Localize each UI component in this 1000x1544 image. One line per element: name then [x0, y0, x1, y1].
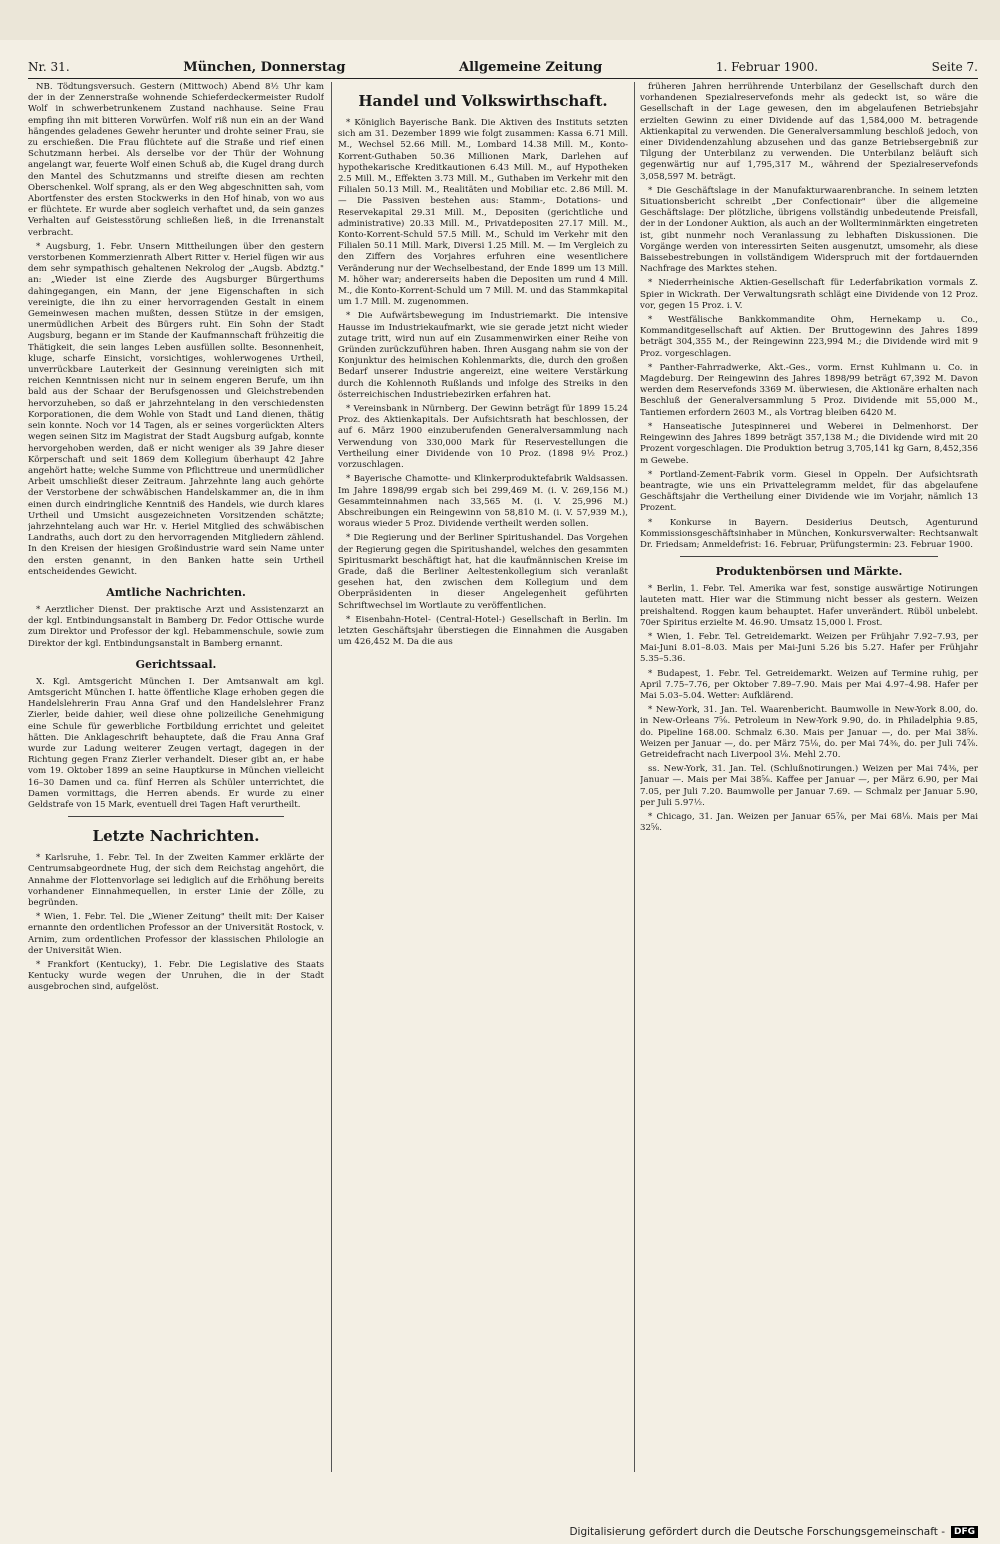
section-heading: Produktenbörsen und Märkte.	[715, 565, 903, 579]
article-paragraph: * Berlin, 1. Febr. Tel. Amerika war fest, sonstige auswärtige Notirungen lauteten matt. Hier war die Stimmung nicht besser als gestern. Weizen preishaltend. Roggen kaum behauptet. Hafer unverändert. Rüböl unbelebt. 70er Spiritus erzielte M. 46.90. Umsatz 15,000 l. Frost.	[640, 584, 978, 628]
article-paragraph: * Frankfort (Kentucky), 1. Febr. Die Legislative des Staats Kentucky wurde wegen der Unruhen, die in der Stadt ausgebrochen sind, aufgelöst.	[28, 960, 324, 993]
paper-title: Allgemeine Zeitung	[459, 59, 603, 75]
article-paragraph: * Wien, 1. Febr. Tel. Die „Wiener Zeitung" theilt mit: Der Kaiser ernannte den ordentlichen Professor an der Universität Rostock, v. Arnim, zum ordentlichen Professor der klassischen Philologie an der Universität Wien.	[28, 912, 324, 956]
article-paragraph: * Aerztlicher Dienst. Der praktische Arzt und Assistenzarzt an der kgl. Entbindungsanstalt in Bamberg Dr. Fedor Ottische wurde zum Direktor und Professor der kgl. Hebammenschule, sowie zum Direktor der kgl. Entbindungsanstalt in Bamberg ernannt.	[28, 604, 324, 649]
column-2	[338, 82, 628, 1472]
credit-text: Digitalisierung gefördert durch die Deutsche Forschungsgemeinschaft -	[569, 1526, 945, 1538]
article-paragraph: * Panther-Fahrradwerke, Akt.-Ges., vorm. Ernst Kuhlmann u. Co. in Magdeburg. Der Reingewinn des Jahres 1898/99 beträgt 67,392 M. Davon werden dem Reservefonds 3369 M. überwiesen, die Aktionäre erhalten nach Beschluß der Generalversammlung 5 Proz. Dividende mit 55,000 M., Tantiemen erfordern 2603 M., als Vortrag bleiben 6420 M.	[640, 362, 978, 418]
section-heading: Gerichtssaal.	[135, 657, 217, 671]
article-paragraph: * Eisenbahn-Hotel- (Central-Hotel-) Gesellschaft in Berlin. Im letzten Geschäftsjahr überstiegen die Einnahmen die Ausgaben um 426,452 M. Da die aus	[338, 614, 628, 648]
article-paragraph: * Chicago, 31. Jan. Weizen per Januar 65⅞, per Mai 68⅛. Mais per Mai 32⅝.	[640, 811, 978, 834]
article-paragraph: * Wien, 1. Febr. Tel. Getreidemarkt. Weizen per Frühjahr 7.92–7.93, per Mai-Juni 8.01–8.03. Mais per Mai-Juni 5.26 bis 5.27. Hafer per Frühjahr 5.35–5.36.	[640, 631, 978, 665]
article-paragraph: früheren Jahren herrührende Unterbilanz der Gesellschaft durch den vorhandenen Spezialreservefonds mehr als gedeckt ist, so wäre die Gesellschaft in der Lage gewesen, den im abgelaufenen Betriebsjahr erzielten Gewinn zu einer Dividende auf das 1,584,000 M. betragende Aktienkapital zu verwenden. Die Generalversammlung beschloß jedoch, von einer Dividendenzahlung abzusehen und das ganze Betriebsergebniß zur Tilgung der Unterbilanz zu verwenden. Die Unterbilanz beläuft sich gegenwärtig nur auf 1,795,317 M., während der Spezialreservefonds 3,058,597 M. beträgt.	[640, 82, 978, 182]
column-divider	[331, 82, 332, 1472]
section-heading: Letzte Nachrichten.	[92, 827, 260, 846]
article-paragraph: * Bayerische Chamotte- und Klinkerproduktefabrik Waldsassen. Im Jahre 1898/99 ergab sich bei 299,469 M. (i. V. 269,156 M.) Gesammteinnahmen nach 33,565 M. (i. V. 25,996 M.) Abschreibungen ein Reingewinn von 58,810 M. (i. V. 57,939 M.), woraus wieder 5 Proz. Dividende vertheilt werden sollen.	[338, 474, 628, 530]
section-heading: Amtliche Nachrichten.	[106, 585, 246, 599]
digitization-credit	[569, 1526, 978, 1538]
place-day: München, Donnerstag	[183, 59, 346, 75]
article-paragraph: * Karlsruhe, 1. Febr. Tel. In der Zweiten Kammer erklärte der Centrumsabgeordnete Hug, der sich dem Reichstag angehört, die Annahme der Flottenvorlage sei lediglich auf die Erhöhung bereits vorhandener Einnahmequellen, in erster Linie der Zölle, zu begründen.	[28, 853, 324, 908]
divider	[680, 556, 938, 557]
article-paragraph: * Hanseatische Jutespinnerei und Weberei in Delmenhorst. Der Reingewinn des Jahres 1899 beträgt 357,138 M.; die Dividende wird mit 20 Prozent vorgeschlagen. Die Produktion betrug 3,705,141 kg Garn, 8,452,356 m Gewebe.	[640, 421, 978, 466]
page-top-margin	[0, 0, 1000, 40]
page-header	[28, 56, 978, 79]
article-paragraph: * New-York, 31. Jan. Tel. Waarenbericht. Baumwolle in New-York 8.00, do. in New-Orleans 7⅝. Petroleum in New-York 9.90, do. in Philadelphia 9.85, do. Pipeline 168.00. Schmalz 6.30. Mais per Januar —, do. per Mai 38⅝. Weizen per Januar —, do. per März 75⅛, do. per Mai 74⅜, do. per Juli 74⅞. Getreidefracht nach Liverpool 3⅛. Mehl 2.70.	[640, 705, 978, 760]
column-1	[28, 82, 324, 1472]
article-paragraph: * Vereinsbank in Nürnberg. Der Gewinn beträgt für 1899 15.24 Proz. des Aktienkapitals. Der Aufsichtsrath hat beschlossen, der auf 6. März 1900 einzuberufenden Generalversammlung nach Verwendung von 330,000 Mark für Reservestellungen die Vertheilung einer Dividende von 10 Proz. (1898 9½ Proz.) vorzuschlagen.	[338, 404, 628, 471]
article-paragraph: * Budapest, 1. Febr. Tel. Getreidemarkt. Weizen auf Termine ruhig, per April 7.75–7.76, per Oktober 7.89–7.90. Mais per Mai 4.97–4.98. Hafer per Mai 5.03–5.04. Wetter: Aufklärend.	[640, 668, 978, 701]
article-paragraph: * Niederrheinische Aktien-Gesellschaft für Lederfabrikation vormals Z. Spier in Wickrath. Der Verwaltungsrath schlägt eine Dividende von 12 Proz. vor, gegen 15 Proz. i. V.	[640, 278, 978, 311]
column-divider	[634, 82, 635, 1472]
article-paragraph: * Die Aufwärtsbewegung im Industriemarkt. Die intensive Hausse im Industriekaufmarkt, wie sie gerade jetzt nicht wieder zutage tritt, wird nun auf ein Zusammenwirken einer Reihe von Gründen zurückzuführen haben. Ihren Ausgang nahm sie von der Konjunktur des heimischen Kohlenmarkts, die, durch den großen Bedarf unserer Industrie angereizt, eine weitere Verstärkung durch die Kohlennoth Rußlands und infolge des Streiks in den österreichischen Industriebezirken erfahren hat.	[338, 311, 628, 400]
article-paragraph: * Portland-Zement-Fabrik vorm. Giesel in Oppeln. Der Aufsichtsrath beantragte, wie uns ein Privattelegramm meldet, für das abgelaufene Geschäftsjahr die Vertheilung einer Dividende wie im Vorjahr, nämlich 13 Prozent.	[640, 469, 978, 514]
article-paragraph: * Augsburg, 1. Febr. Unsern Mittheilungen über den gestern verstorbenen Kommerzienrath Albert Ritter v. Heriel fügen wir aus dem sehr sympathisch gehaltenen Nekrolog der „Augsb. Abdztg." an: „Wieder ist eine Zierde des Augsburger Bürgerthums dahingegangen, ein Mann, der jene Eigenschaften in sich vereinigte, die ihn zu einer hervorragenden Gestalt in einem Gemeinwesen machen mußten, dessen Stütze in der emsigen, unermüdlichen Arbeit des Bürgers ruht. Ein Sohn der Stadt Augsburg, begann er im Stande der Kaufmannschaft frühzeitig die Thätigkeit, die sein langes Leben ausfüllen sollte. Besonnenheit, kluge, scharfe Einsicht, vorsichtiges, wohlerwogenes Urtheil, unverrückbare Lauterkeit der Gesinnung vereinigten sich mit reichen Kenntnissen nicht nur in seinem engeren Berufe, um ihn bald aus der Schaar der Berufsgenossen und Gleichstrebenden hervorzuheben, so daß er jahrzehntelang in den verschiedensten Korporationen, die dem Wohle von Stadt und Land dienen, thätig sein konnte. Noch vor 14 Tagen, als er seines vorgerückten Alters wegen seinen Sitz im Magistrat der Stadt Augsburg aufgab, konnte hervorgehoben werden, daß er nicht weniger als 39 Jahre dieser Körperschaft und seit 1869 dem Kollegium überhaupt 42 Jahre angehört hatte; welche Summe von Pflichttreue und unermüdlicher Arbeit umschließt dieser Zeitraum. Jahrzehnte lang auch gehörte der Verstorbene der schwäbischen Handelskammer an, die in ihm einen durch eindringliche Kenntniß des Handels, wie durch klares Urtheil und Umsicht ausgezeichneten Vorsitzenden schätzte; jahrzehntelang auch war Hr. v. Heriel Mitglied des schwäbischen Landraths, auch dort zu den hervorragenden Mitgliedern zählend. In den Kreisen der hiesigen Großindustrie ward sein Name unter den ersten genannt, in den Banken hatte sein Urtheil entscheidendes Gewicht.	[28, 241, 324, 577]
issue-number: Nr. 31.	[28, 60, 70, 74]
article-paragraph: * Die Regierung und der Berliner Spiritushandel. Das Vorgehen der Regierung gegen die Spiritushandel, welches den gesammten Spiritusmarkt beschäftigt hat, hat die kaufmännischen Kreise im Grade, daß die Berliner Aeltestenkollegium sich veranlaßt gesehen hat, den zwischen dem Kollegium und dem Oberpräsidenten in dieser Angelegenheit geführten Schriftwechsel im Wortlaute zu veröffentlichen.	[338, 533, 628, 611]
article-paragraph: * Konkurse in Bayern. Desiderius Deutsch, Agenturund Kommissionsgeschäftsinhaber in München, Konkursverwalter: Rechtsanwalt Dr. Friedsam; Anmeldefrist: 16. Februar, Prüfungstermin: 23. Februar 1900.	[640, 517, 978, 550]
article-paragraph: X. Kgl. Amtsgericht München I. Der Amtsanwalt am kgl. Amtsgericht München I. hatte öffentliche Klage erhoben gegen die Handelslehrerin Frau Anna Graf und den Handelslehrer Franz Zierler, beide dahier, weil diese ohne polizeiliche Genehmigung eine Schule für gewerbliche Fortbildung errichtet und geleitet hätten. Die Anklageschrift behauptete, daß die Frau Anna Graf wurde zur Ladung weiterer Zeugen vertagt, dagegen in der Richtung gegen Franz Zierler verhandelt. Dieser gibt an, er habe vom 19. Oktober 1899 an seine Hauptkurse in München vielleicht 16–30 Damen und ca. fünf Herren als Schüler unterrichtet, die Damen vormittags, die Herren abends. Er wurde zu einer Geldstrafe von 15 Mark, eventuell drei Tagen Haft verurtheilt.	[28, 676, 324, 810]
article-paragraph: * Die Geschäftslage in der Manufakturwaarenbranche. In seinem letzten Situationsbericht schreibt „Der Confectionair" über die allgemeine Geschäftslage: Der plötzliche, übrigens vollständig unbedeutende Preisfall, der in der Londoner Auktion, als auch an der Wollterminmärkten eingetreten ist, gibt nunmehr noch Veranlassung zu lebhaften Diskussionen. Die Vorgänge werden von interessirten Seiten ausgenutzt, umsomehr, als diese Baissebestrebungen in vollständigem Widerspruch mit der fortdauernden Nachfrage des Marktes stehen.	[640, 185, 978, 275]
page-number: Seite 7.	[931, 60, 978, 74]
column-3	[640, 82, 978, 1472]
article-paragraph: * Westfälische Bankkommandite Ohm, Hernekamp u. Co., Kommanditgesellschaft auf Aktien. Der Bruttogewinn des Jahres 1899 beträgt 304,355 M., der Reingewinn 223,994 M.; die Dividende wird mit 9 Proz. vorgeschlagen.	[640, 315, 978, 359]
article-paragraph: ss. New-York, 31. Jan. Tel. (Schlußnotirungen.) Weizen per Mai 74⅜, per Januar —. Mais per Mai 38⅝. Kaffee per Januar —, per März 6.90, per Mai 7.05, per Juli 7.20. Baumwolle per Januar 7.69. — Schmalz per Januar 5.90, per Juli 5.97½.	[640, 764, 978, 808]
article-paragraph: NB. Tödtungsversuch. Gestern (Mittwoch) Abend 8½ Uhr kam der in der Zennerstraße wohnende Schieferdeckermeister Rudolf Wolf in schwerbetrunkenem Zustand nachhause. Seine Frau empfing ihn mit bitteren Vorwürfen. Wolf riß nun ein an der Wand hängendes geladenes Gewehr herunter und drohte seiner Frau, sie zu erschießen. Die Frau flüchtete auf die Straße und rief einen Schutzmann herbei. Als derselbe vor der Thür der Wohnung angelangt war, feuerte Wolf einen Schuß ab, die Kugel drang durch den Mantel des Schutzmanns und streifte diesen am rechten Oberschenkel. Wolf sprang, als er den Weg abgeschnitten sah, vom Abortfenster des ersten Stockwerks in den Hof hinab, von wo aus er flüchtete. Er wurde aber sogleich verhaftet und, da sein ganzes Verhalten auf Geistesstörung schließen ließ, in die Irrenanstalt verbracht.	[28, 82, 324, 238]
article-paragraph: * Königlich Bayerische Bank. Die Aktiven des Instituts setzten sich am 31. Dezember 1899 wie folgt zusammen: Kassa 6.71 Mill. M., Wechsel 52.66 Mill. M., Lombard 14.38 Mill. M., Konto-Korrent-Guthaben 50.36 Millionen Mark, Darlehen auf hypothekarische Kreditkautionen 6.43 Mill. M., auf Hypotheken 2.5 Mill. M., Effekten 3.73 Mill. M., Guthaben im Verkehr mit den Filialen 50.13 Mill. M., Realitäten und Mobiliar etc. 2.86 Mill. M. — Die Passiven bestehen aus: Stamm-, Dotations- und Reservekapital 29.31 Mill. M., Depositen (gerichtliche und administrative) 20.33 Mill. M., Privatdepositen 27.17 Mill. M., Konto-Korrent-Schuld 57.5 Mill. M., Schuld im Verkehr mit den Filialen 50.11 Mill. Mark, Diversi 1.25 Mill. M. — Im Vergleich zu den Ziffern des Vorjahres erfuhren eine wesentlichere Veränderung nur der Wechselbestand, der Ende 1899 um 13 Mill. M. höher war; andererseits haben die Depositen um rund 4 Mill. M., die Konto-Korrent-Schuld um 7 Mill. M. und das Stammkapital um 1.7 Mill. M. zugenommen.	[338, 118, 628, 308]
issue-date: 1. Februar 1900.	[715, 60, 819, 74]
dfg-logo: DFG	[951, 1526, 978, 1538]
divider	[68, 816, 284, 817]
section-heading: Handel und Volkswirthschaft.	[358, 92, 608, 110]
